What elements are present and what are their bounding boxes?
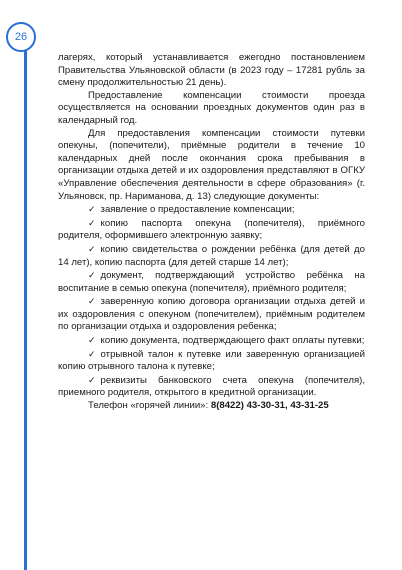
left-accent-bar bbox=[24, 40, 27, 570]
list-item bbox=[58, 295, 365, 334]
checkmark-icon: ✓ bbox=[88, 374, 96, 385]
list-item-text: отрывной талон к путевке или заверенную организацией копию отрывного талона к путевке; bbox=[58, 348, 365, 373]
checkmark-icon: ✓ bbox=[88, 296, 96, 307]
list-item bbox=[58, 203, 365, 217]
list-item-text: документ, подтверждающий устройство ребёнка на воспитание в семью опекуна (попечителя), приёмного родителя; bbox=[58, 270, 365, 294]
list-item bbox=[58, 334, 365, 348]
document-body bbox=[58, 52, 365, 413]
page-number: 26 bbox=[14, 31, 28, 43]
intro-paragraph: лагерях, который устанавливается ежегодно постановлением Правительства Ульяновской области (в 2023 году – 17281 рубль за смену продолжительностью 21 день). bbox=[58, 52, 365, 89]
document-list bbox=[58, 203, 365, 400]
list-item bbox=[58, 374, 365, 400]
checkmark-icon: ✓ bbox=[88, 217, 96, 228]
list-item bbox=[58, 348, 365, 374]
list-item-text: заявление о предоставление компенсации; bbox=[100, 204, 295, 216]
list-item-text: заверенную копию договора организации отдыха детей и их оздоровления с опекуном (попечителем), приёмным родителем по организации отдыха и оздоровления ребенка; bbox=[58, 296, 365, 333]
requirement-paragraph: Для предоставления компенсации стоимости путевки опекуны, (попечители), приёмные родители в течение 10 календарных дней после окончания срока пребывания в организации отдыха детей и их оздоровления представляют в ОГКУ «Управление обеспечения деятельности в сфере образования» (г. Ульяновск, пр. Нариманова, д. 13) следующие документы: bbox=[58, 127, 365, 202]
list-item-text: копию паспорта опекуна (попечителя), приёмного родителя, оформившего электронную заявку; bbox=[58, 217, 365, 242]
checkmark-icon: ✓ bbox=[88, 348, 96, 359]
hotline-label: Телефон «горячей линии»: bbox=[88, 400, 211, 412]
hotline-number: 8(8422) 43-30-31, 43-31-25 bbox=[210, 400, 329, 412]
list-item-text: копию свидетельства о рождении ребёнка (для детей до 14 лет), копию паспорта (для детей старше 14 лет); bbox=[58, 243, 365, 268]
checkmark-icon: ✓ bbox=[88, 335, 96, 346]
travel-paragraph: Предоставление компенсации стоимости проезда осуществляется на основании проездных документов один раз в календарный год. bbox=[58, 89, 365, 126]
list-item-text: реквизиты банковского счета опекуна (попечителя), приемного родителя, открытого в кредитной организации. bbox=[58, 374, 365, 399]
list-item bbox=[58, 269, 365, 295]
list-item bbox=[58, 217, 365, 243]
checkmark-icon: ✓ bbox=[88, 270, 96, 281]
checkmark-icon: ✓ bbox=[88, 243, 96, 254]
list-item-text: копию документа, подтверждающего факт оплаты путевки; bbox=[100, 335, 365, 347]
list-item bbox=[58, 243, 365, 269]
hotline-line bbox=[58, 400, 365, 413]
checkmark-icon: ✓ bbox=[88, 204, 96, 215]
page-number-badge bbox=[6, 22, 36, 52]
